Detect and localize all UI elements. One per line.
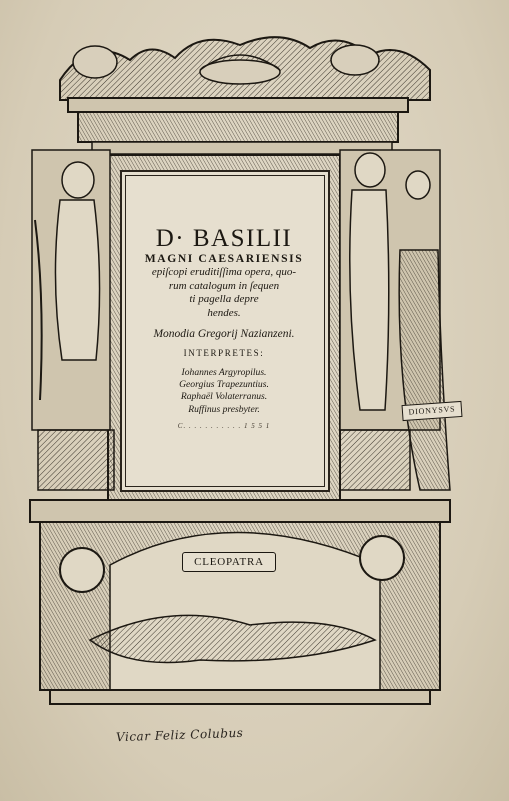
body-line: epiſcopi eruditiſſima opera, quo- — [151, 266, 297, 278]
cleopatra-banner: CLEOPATRA — [182, 552, 276, 572]
left-caryatid — [32, 150, 114, 490]
translator-name: Ruffinus presbyter. — [188, 403, 260, 415]
ownership-signature: Vicar Feliz Colubus — [115, 725, 244, 745]
pedestal — [30, 500, 450, 704]
translator-name: Raphaël Volaterranus. — [180, 391, 268, 403]
body-line: ti pagella depre — [189, 293, 259, 305]
translator-name: Georgius Trapezuntius. — [179, 378, 269, 390]
right-figures — [340, 150, 450, 490]
subtitle: MAGNI CAESARIENSIS — [144, 252, 304, 265]
body-line: rum catalogum in ſequen — [168, 279, 280, 292]
handwritten-note: C. . . . . . . . . . . 1 5 5 1 — [177, 422, 271, 431]
main-title: D· BASILII — [155, 225, 293, 252]
translator-name: Iohannes Argyropilus. — [181, 366, 267, 378]
dionysus-banner: DIONYSVS — [402, 401, 463, 421]
monodia-line: Monodia Gregorij Nazianzeni. — [153, 328, 295, 340]
body-line: hendes. — [207, 306, 241, 319]
interpretes-label: INTERPRETES: — [183, 347, 265, 358]
title-block — [124, 226, 324, 437]
entablature — [68, 98, 408, 154]
top-crest — [60, 37, 430, 100]
